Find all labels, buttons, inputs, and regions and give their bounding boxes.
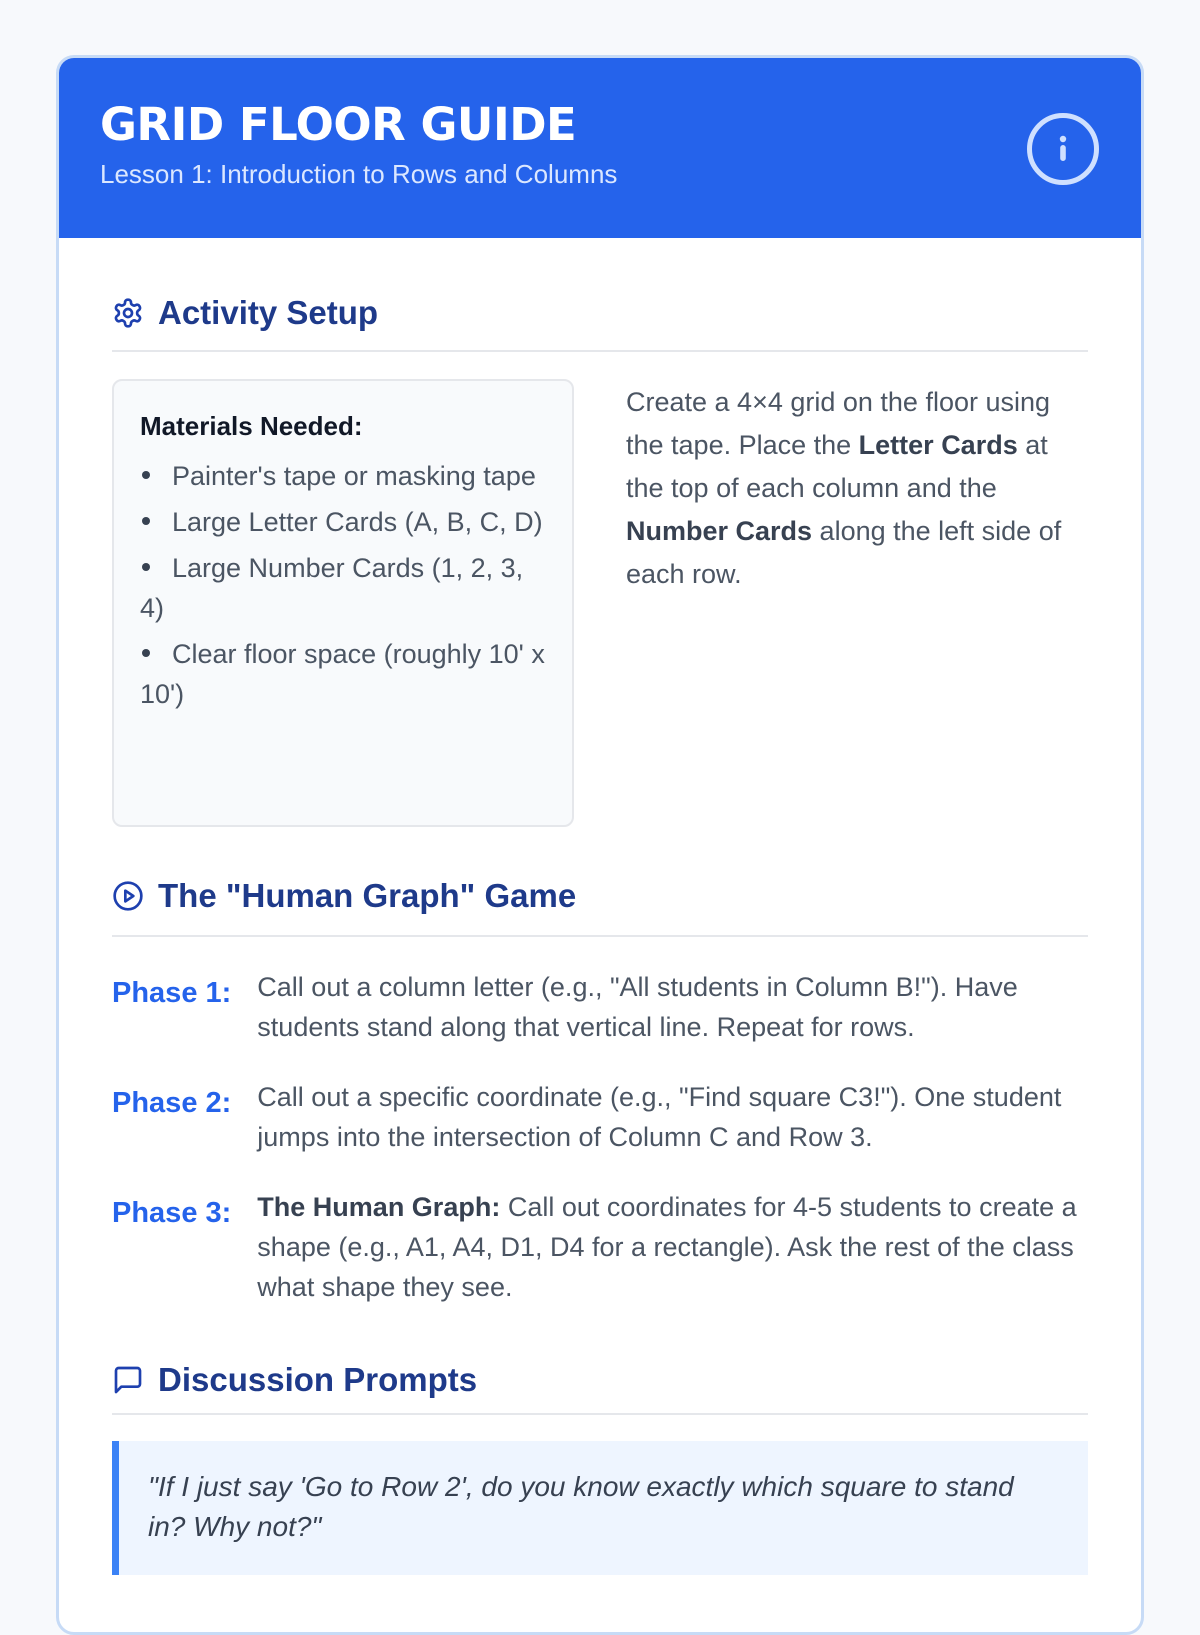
materials-box — [112, 379, 574, 827]
play-circle-icon — [112, 880, 144, 912]
gear-icon — [112, 297, 144, 329]
list-item-text: Painter's tape or masking tape — [172, 461, 536, 491]
phase-row — [112, 1077, 1088, 1157]
setup-text-segment: Create a 4×4 grid on the floor using the tape. Place the — [626, 387, 1051, 460]
phase-label: Phase 1: — [112, 977, 232, 1009]
message-square-icon — [112, 1364, 144, 1396]
setup-text-segment: at the top of each column and the — [626, 430, 1048, 503]
info-button[interactable] — [1027, 113, 1099, 185]
phase-text-body: Call out a specific coordinate (e.g., "Find square C3!"). One student jumps into the intersection of Column C and Row 3. — [257, 1082, 1062, 1152]
phase-text-body: Call out a column letter (e.g., "All students in Column B!"). Have students stand along that vertical line. Repeat for rows. — [257, 972, 1018, 1042]
list-item — [140, 502, 546, 542]
guide-card — [56, 55, 1144, 1635]
list-item — [140, 634, 546, 714]
phase-label: Phase 3: — [112, 1197, 232, 1229]
bullet — [142, 517, 150, 525]
section-discussion-prompts — [112, 1359, 1088, 1415]
setup-text-segment: along the left side of each row. — [626, 516, 1062, 589]
bullet — [142, 471, 150, 479]
phase-text — [257, 1077, 1088, 1157]
section-heading: Discussion Prompts — [158, 1361, 478, 1398]
page-title: GRID FLOOR GUIDE — [100, 98, 577, 151]
materials-title: Materials Needed: — [140, 411, 363, 441]
setup-row — [112, 379, 1088, 827]
content — [59, 290, 1141, 1575]
bullet — [142, 649, 150, 657]
phase-text — [257, 967, 1088, 1047]
phase-row — [112, 967, 1088, 1047]
phase-text-bold: The Human Graph: — [257, 1192, 501, 1222]
list-item — [140, 548, 546, 628]
section-heading: Activity Setup — [158, 294, 379, 331]
section-heading: The "Human Graph" Game — [158, 877, 577, 914]
bullet — [142, 563, 150, 571]
page-subtitle: Lesson 1: Introduction to Rows and Columns — [100, 159, 618, 189]
phase-label: Phase 2: — [112, 1087, 232, 1119]
setup-text-bold: Number Cards — [626, 516, 813, 546]
list-item-text: Large Number Cards (1, 2, 3, 4) — [140, 553, 524, 623]
list-item — [140, 456, 546, 496]
header — [59, 58, 1141, 238]
phase-text-body: Call out coordinates for 4-5 students to create a shape (e.g., A1, A4, D1, D4 for a rectangle). Ask the rest of the class what shape they see. — [257, 1192, 1077, 1302]
info-icon — [1043, 129, 1083, 169]
list-item-text: Clear floor space (roughly 10' x 10') — [140, 639, 545, 709]
setup-text-bold: Letter Cards — [858, 430, 1018, 460]
setup-description — [626, 381, 1086, 827]
discussion-quote: "If I just say 'Go to Row 2', do you know exactly which square to stand in? Why not?" — [112, 1441, 1088, 1575]
section-human-graph-game — [112, 871, 1088, 937]
phase-row — [112, 1187, 1088, 1307]
section-activity-setup — [112, 290, 1088, 352]
materials-list — [140, 456, 546, 714]
list-item-text: Large Letter Cards (A, B, C, D) — [172, 507, 543, 537]
phase-text — [257, 1187, 1088, 1307]
